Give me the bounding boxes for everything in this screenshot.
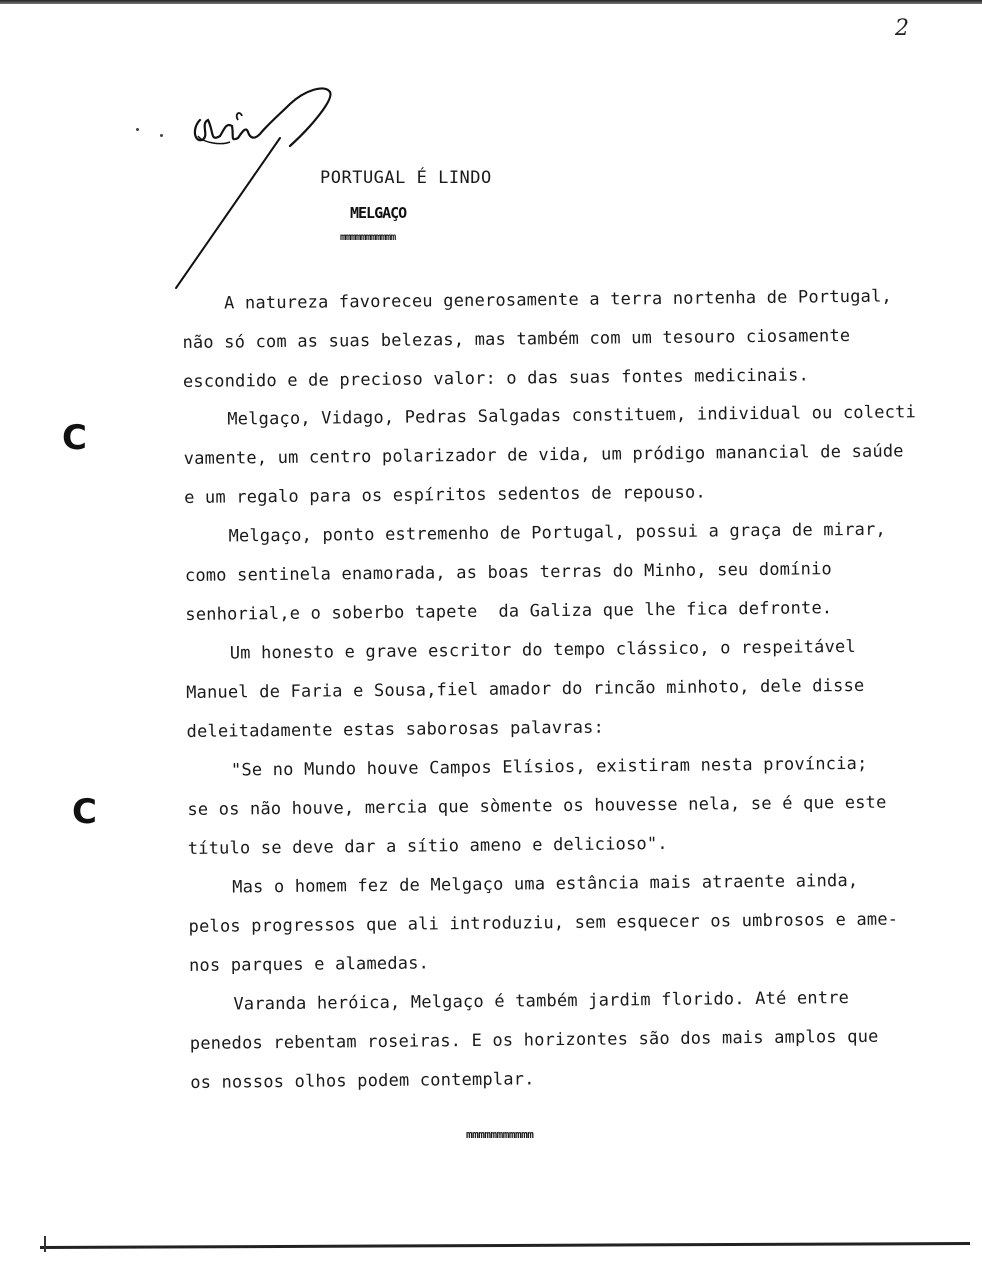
text-line: título se deve dar a sítio ameno e delicioso". xyxy=(187,833,668,859)
text-line: escondido e de precioso valor: o das suas fontes medicinais. xyxy=(182,365,810,392)
document-title: PORTUGAL É LINDO xyxy=(320,168,492,188)
margin-mark: C xyxy=(62,418,87,458)
document-subtitle: MELGAÇO xyxy=(350,204,407,222)
text-line: como sentinela enamorada, as boas terras do Minho, seu domínio xyxy=(184,559,832,586)
scan-edge-top xyxy=(0,0,982,4)
margin-mark: C xyxy=(72,792,97,832)
text-line: Mas o homem fez de Melgaço uma estância mais atraente ainda, xyxy=(232,870,859,898)
text-line: se os não houve, mercia que sòmente os houvesse nela, se é que este xyxy=(187,792,887,820)
scan-edge-left xyxy=(44,1236,46,1252)
end-rule: mmmmmmmmmmm xyxy=(466,1128,534,1141)
text-line: não só com as suas belezas, mas também com um tesouro ciosamente xyxy=(182,326,851,353)
page-number: 2 xyxy=(895,16,909,41)
text-line: Manuel de Faria e Sousa,fiel amador do rincão minhoto, dele disse xyxy=(186,675,865,703)
subtitle-underline: mmmmmmmmmmm xyxy=(340,232,396,243)
text-line: A natureza favoreceu generosamente a terra nortenha de Portugal, xyxy=(223,286,893,314)
text-line: e um regalo para os espíritos sedentos de repouso. xyxy=(184,482,706,508)
text-line: Melgaço, ponto estremenho de Portugal, possui a graça de mirar, xyxy=(228,519,887,547)
text-line: "Se no Mundo houve Campos Elísios, existiram nesta província; xyxy=(230,753,868,781)
handwritten-signature xyxy=(130,80,360,300)
text-line: Um honesto e grave escritor do tempo clássico, o respeitável xyxy=(229,636,856,664)
text-line: Varanda heróica, Melgaço é também jardim florido. Até entre xyxy=(233,988,850,1015)
text-line: vamente, um centro polarizador de vida, um pródigo manancial de saúde xyxy=(183,441,904,469)
text-line: senhorial,e o soberbo tapete da Galiza que lhe fica defronte. xyxy=(185,598,833,625)
text-line: deleitadamente estas saborosas palavras: xyxy=(186,717,605,742)
text-line: penedos rebentam roseiras. E os horizontes são dos mais amplos que xyxy=(189,1026,879,1054)
text-line: Melgaço, Vidago, Pedras Salgadas constituem, individual ou colecti xyxy=(227,402,917,430)
text-line: pelos progressos que ali introduziu, sem esquecer os umbrosos e ame- xyxy=(188,909,899,937)
text-line: os nossos olhos podem contemplar. xyxy=(190,1069,535,1093)
text-line: nos parques e alamedas. xyxy=(188,953,430,976)
scan-edge-bottom xyxy=(40,1242,970,1249)
